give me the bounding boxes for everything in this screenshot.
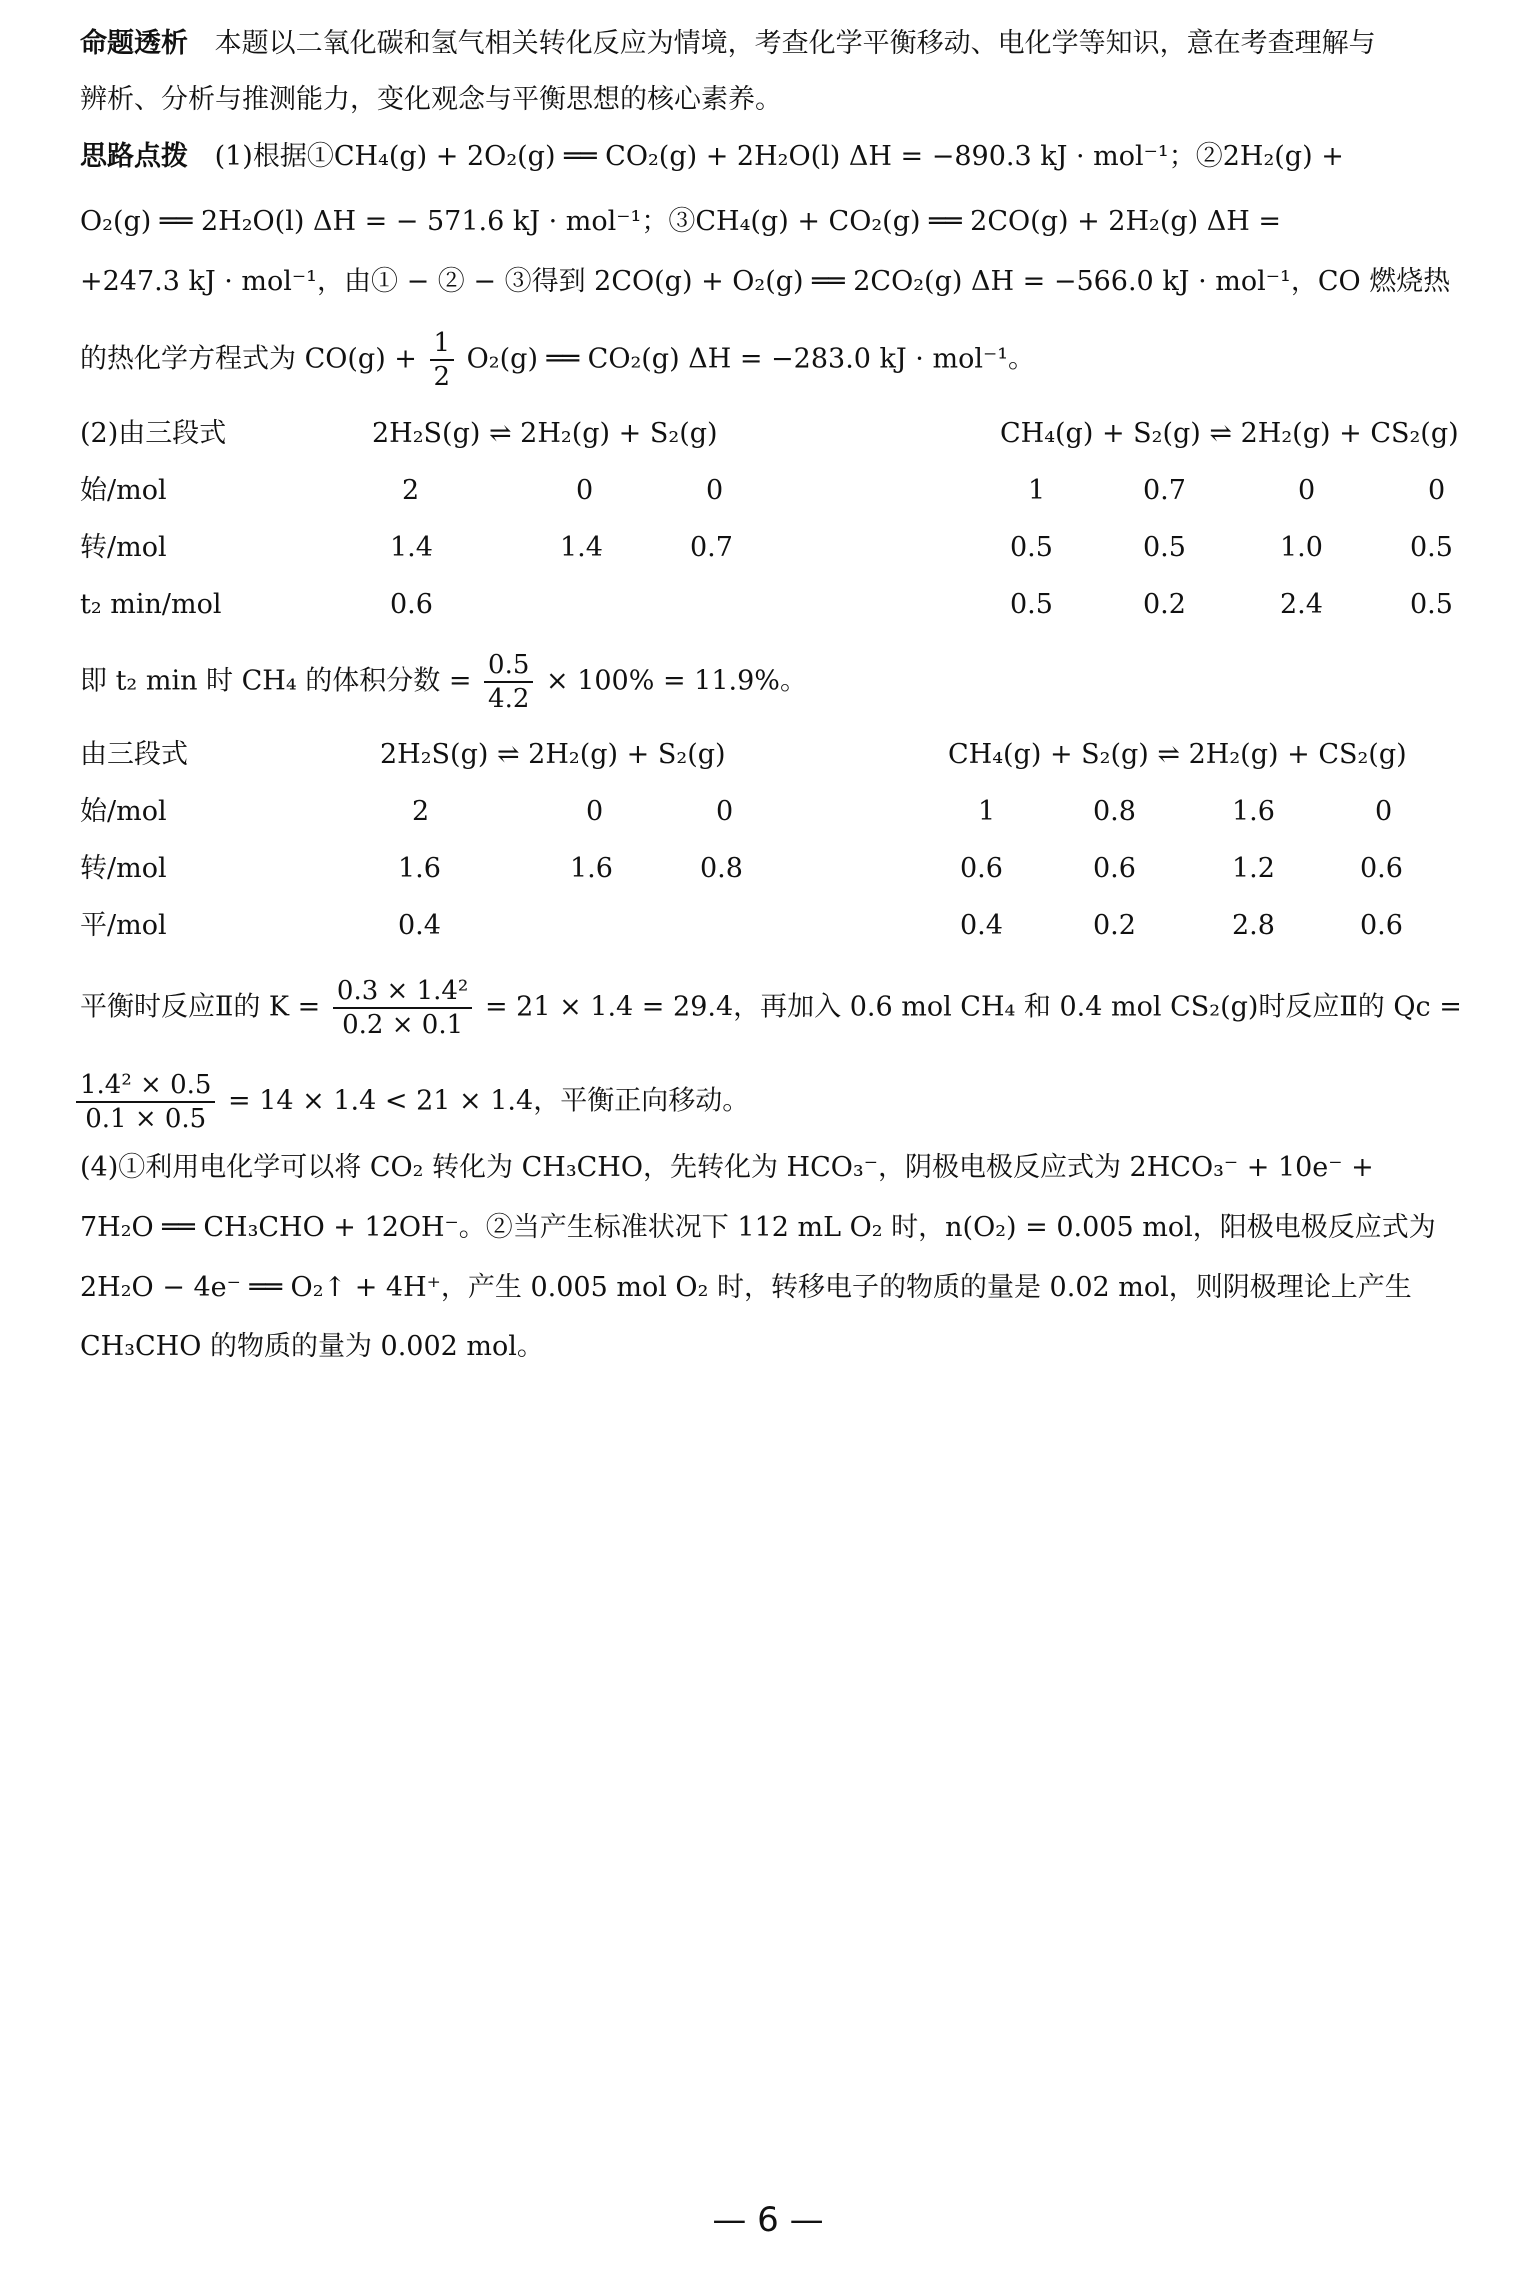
table1-cell: 0.7 <box>1143 475 1186 506</box>
half-denominator: 2 <box>433 362 451 392</box>
q-post: = 14 × 1.4 < 21 × 1.4，平衡正向移动。 <box>228 1085 750 1117</box>
table1-cell: 0.2 <box>1143 589 1186 620</box>
part4-line-2: 7H₂O ══ CH₃CHO + 12OH⁻。②当产生标准状况下 112 mL O₂ 时，n(O₂) = 0.005 mol，阳极电极反应式为 <box>80 1212 1436 1243</box>
table1-cell: 0.5 <box>1010 589 1053 620</box>
vol-pre: 即 t₂ min 时 CH₄ 的体积分数 = <box>80 665 472 697</box>
table1-cell: 0 <box>576 475 594 506</box>
table1-cell: 0.5 <box>1010 532 1053 563</box>
k-line <box>80 978 1496 1038</box>
table2-cell: 0 <box>1375 796 1393 827</box>
table2-cell: 0 <box>586 796 604 827</box>
vol-post: × 100% = 11.9%。 <box>546 665 807 697</box>
table1-cell: 0.5 <box>1410 532 1453 563</box>
table2-cell: 2 <box>412 796 430 827</box>
table2-head-label: 由三段式 <box>80 739 188 770</box>
intro-text-1: 本题以二氧化碳和氢气相关转化反应为情境，考查化学平衡移动、电化学等知识，意在考查理解与 <box>214 28 1376 59</box>
table1-cell: 0.5 <box>1410 589 1453 620</box>
part4-line-3: 2H₂O − 4e⁻ ══ O₂↑ + 4H⁺，产生 0.005 mol O₂ 时，转移电子的物质的量是 0.02 mol，则阴极理论上产生 <box>80 1272 1412 1303</box>
table1-cell: 1.0 <box>1280 532 1323 563</box>
table2-cell: 0.2 <box>1093 910 1136 941</box>
table2-cell: 0.6 <box>1360 910 1403 941</box>
table1-cell: 0.5 <box>1143 532 1186 563</box>
k-pre: 平衡时反应Ⅱ的 K = <box>80 991 321 1023</box>
table2-cell: 0.8 <box>700 853 743 884</box>
hint-text-1: (1)根据①CH₄(g) + 2O₂(g) ══ CO₂(g) + 2H₂O(l) ΔH = −890.3 kJ · mol⁻¹；②2H₂(g) + <box>214 141 1344 172</box>
vol-fraction <box>484 652 533 712</box>
table2-cell: 1 <box>978 796 996 827</box>
table2-cell: 0.4 <box>398 910 441 941</box>
hint-line-4 <box>80 330 1496 390</box>
table1-equation-1: 2H₂S(g) ⇌ 2H₂(g) + S₂(g) <box>372 418 718 449</box>
table2-row-label: 转/mol <box>80 853 167 884</box>
table1-cell: 1.4 <box>390 532 433 563</box>
table2-cell: 0.4 <box>960 910 1003 941</box>
vol-denominator: 4.2 <box>488 684 530 714</box>
table1-head-label: (2)由三段式 <box>80 418 227 449</box>
hint-text-4a: 的热化学方程式为 CO(g) + <box>80 343 417 375</box>
q-denominator: 0.1 × 0.5 <box>85 1104 207 1134</box>
k-denominator: 0.2 × 0.1 <box>342 1010 464 1040</box>
table2-cell: 0.6 <box>1360 853 1403 884</box>
table1-cell: 0 <box>1298 475 1316 506</box>
half-fraction <box>430 330 455 390</box>
table2-cell: 1.2 <box>1232 853 1275 884</box>
table1-row-label: 转/mol <box>80 532 167 563</box>
page-number: — 6 — <box>712 2200 824 2240</box>
hint-line-1 <box>80 137 1496 177</box>
table2-cell: 0.8 <box>1093 796 1136 827</box>
k-numerator: 0.3 × 1.4² <box>333 978 472 1009</box>
k-fraction <box>333 978 472 1038</box>
table1-cell: 2 <box>402 475 420 506</box>
table1-cell: 0 <box>1428 475 1446 506</box>
intro-line-1 <box>80 24 1496 64</box>
table1-cell: 1.4 <box>560 532 603 563</box>
table1-cell: 2.4 <box>1280 589 1323 620</box>
part4-line-4: CH₃CHO 的物质的量为 0.002 mol。 <box>80 1331 544 1362</box>
table2-row-label: 平/mol <box>80 910 167 941</box>
k-post: = 21 × 1.4 = 29.4，再加入 0.6 mol CH₄ 和 0.4 mol CS₂(g)时反应Ⅱ的 Qc = <box>484 991 1462 1023</box>
table2-row-label: 始/mol <box>80 796 167 827</box>
q-line <box>76 1072 1496 1132</box>
volume-fraction-line <box>80 652 1496 712</box>
table2-cell: 2.8 <box>1232 910 1275 941</box>
hint-line-3: +247.3 kJ · mol⁻¹，由① − ② − ③得到 2CO(g) + O₂(g) ══ 2CO₂(g) ΔH = −566.0 kJ · mol⁻¹，CO 燃烧热 <box>80 266 1451 297</box>
hint-line-2: O₂(g) ══ 2H₂O(l) ΔH = − 571.6 kJ · mol⁻¹；③CH₄(g) + CO₂(g) ══ 2CO(g) + 2H₂(g) ΔH = <box>80 206 1282 237</box>
table2-cell: 0 <box>716 796 734 827</box>
table1-cell: 0.6 <box>390 589 433 620</box>
q-numerator: 1.4² × 0.5 <box>76 1072 215 1103</box>
table2-cell: 0.6 <box>1093 853 1136 884</box>
table2-cell: 1.6 <box>570 853 613 884</box>
table1-row-label: 始/mol <box>80 475 167 506</box>
table1-cell: 0.7 <box>690 532 733 563</box>
vol-numerator: 0.5 <box>484 652 533 683</box>
table2-equation-1: 2H₂S(g) ⇌ 2H₂(g) + S₂(g) <box>380 739 726 770</box>
table2-cell: 1.6 <box>1232 796 1275 827</box>
part4-line-1: (4)①利用电化学可以将 CO₂ 转化为 CH₃CHO，先转化为 HCO₃⁻，阴极电极反应式为 2HCO₃⁻ + 10e⁻ + <box>80 1152 1374 1183</box>
intro-label: 命题透析 <box>80 28 188 59</box>
hint-text-4b: O₂(g) ══ CO₂(g) ΔH = −283.0 kJ · mol⁻¹。 <box>466 343 1036 375</box>
hint-label: 思路点拨 <box>80 141 188 172</box>
half-numerator: 1 <box>430 330 455 361</box>
table1-equation-2: CH₄(g) + S₂(g) ⇌ 2H₂(g) + CS₂(g) <box>1000 418 1459 449</box>
table2-cell: 0.6 <box>960 853 1003 884</box>
table2-cell: 1.6 <box>398 853 441 884</box>
table1-cell: 1 <box>1028 475 1046 506</box>
intro-line-2: 辨析、分析与推测能力，变化观念与平衡思想的核心素养。 <box>80 84 782 115</box>
table1-cell: 0 <box>706 475 724 506</box>
table2-equation-2: CH₄(g) + S₂(g) ⇌ 2H₂(g) + CS₂(g) <box>948 739 1407 770</box>
q-fraction <box>76 1072 215 1132</box>
table1-row-label: t₂ min/mol <box>80 589 222 620</box>
